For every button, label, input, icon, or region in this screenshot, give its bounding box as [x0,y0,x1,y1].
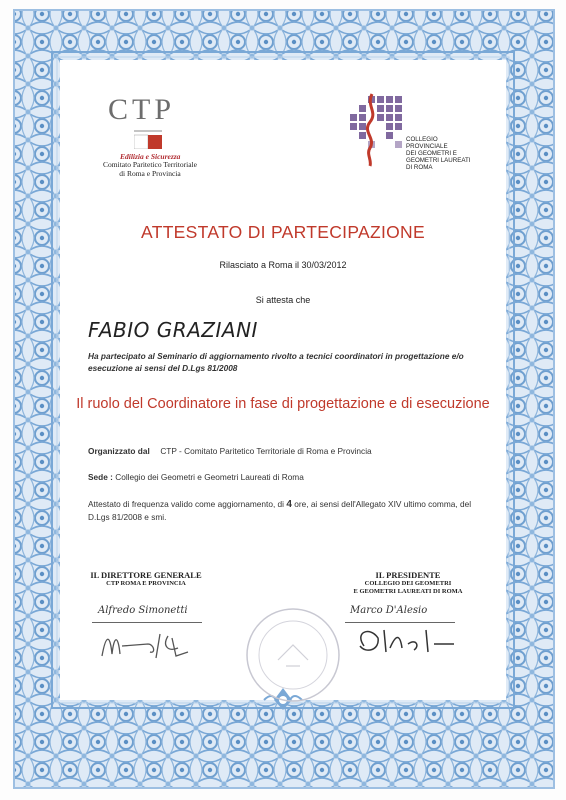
participation-text: Ha partecipato al Seminario di aggiornamento rivolto a tecnici coordinatori in progettazione e/o esecuzione ai sensi del D.Lgs 81/2008 [88,351,464,373]
director-title: IL DIRETTORE GENERALE [90,570,202,580]
president-signature-block [318,570,498,596]
organized-value: CTP - Comitato Paritetico Territoriale di Roma e Provincia [160,446,372,456]
president-signature [350,624,460,658]
seat-row [88,472,488,482]
president-signature-line [345,622,455,623]
college-name-line2: PROVINCIALE [406,143,448,150]
attendance-post: ore, ai sensi dell'Allegato XIV ultimo comma, del D.Lgs 81/2008 e smi. [88,499,472,522]
ctp-org-line1: Comitato Paritetico Territoriale [103,160,197,169]
seat-value: Collegio dei Geometri e Geometri Laureati di Roma [115,472,304,482]
director-signature [98,628,193,662]
college-name-line5: DI ROMA [406,164,433,171]
attendance-pre: Attestato di frequenza valido come aggiornamento, di [88,499,285,509]
college-name [406,136,471,171]
seat-label: Sede : [88,472,113,482]
college-mosaic-icon [348,92,408,180]
ctp-org-line2: di Roma e Provincia [119,168,181,178]
attendance-row [88,498,488,524]
organized-label: Organizzato dal [88,446,150,456]
ctp-tagline: Edilizia e Sicurezza [120,152,181,161]
president-subtitle-1: COLLEGIO DEI GEOMETRI [364,580,452,587]
course-title: Il ruolo del Coordinatore in fase di progettazione e di esecuzione [76,396,490,412]
college-name-line3: DEI GEOMETRI E [406,150,457,157]
participant-name: FABIO GRAZIANI [88,318,258,342]
ctp-logo [80,95,220,185]
ctp-logo-letters: CTP [108,93,176,126]
stamp-seal [238,600,348,710]
ctp-flag-icon [134,127,162,149]
college-name-line4: GEOMETRI LAUREATI [406,157,471,164]
president-name: Marco D'Alesio [350,605,428,616]
certificate-title: ATTESTATO DI PARTECIPAZIONE [141,222,425,242]
director-name: Alfredo Simonetti [98,605,188,616]
president-title: IL PRESIDENTE [375,570,441,580]
organized-row [88,446,488,456]
director-signature-line [92,622,202,623]
college-name-line1: COLLEGIO [406,136,438,143]
issued-date: Rilasciato a Roma il 30/03/2012 [219,260,347,270]
college-logo [348,92,498,182]
attendance-hours: 4 [286,499,292,510]
attests-text: Si attesta che [255,295,311,305]
ctp-org-name [80,161,220,178]
director-signature-block [56,570,236,588]
president-subtitle-2: E GEOMETRI LAUREATI DI ROMA [353,588,463,595]
director-subtitle: CTP ROMA E PROVINCIA [106,580,186,587]
